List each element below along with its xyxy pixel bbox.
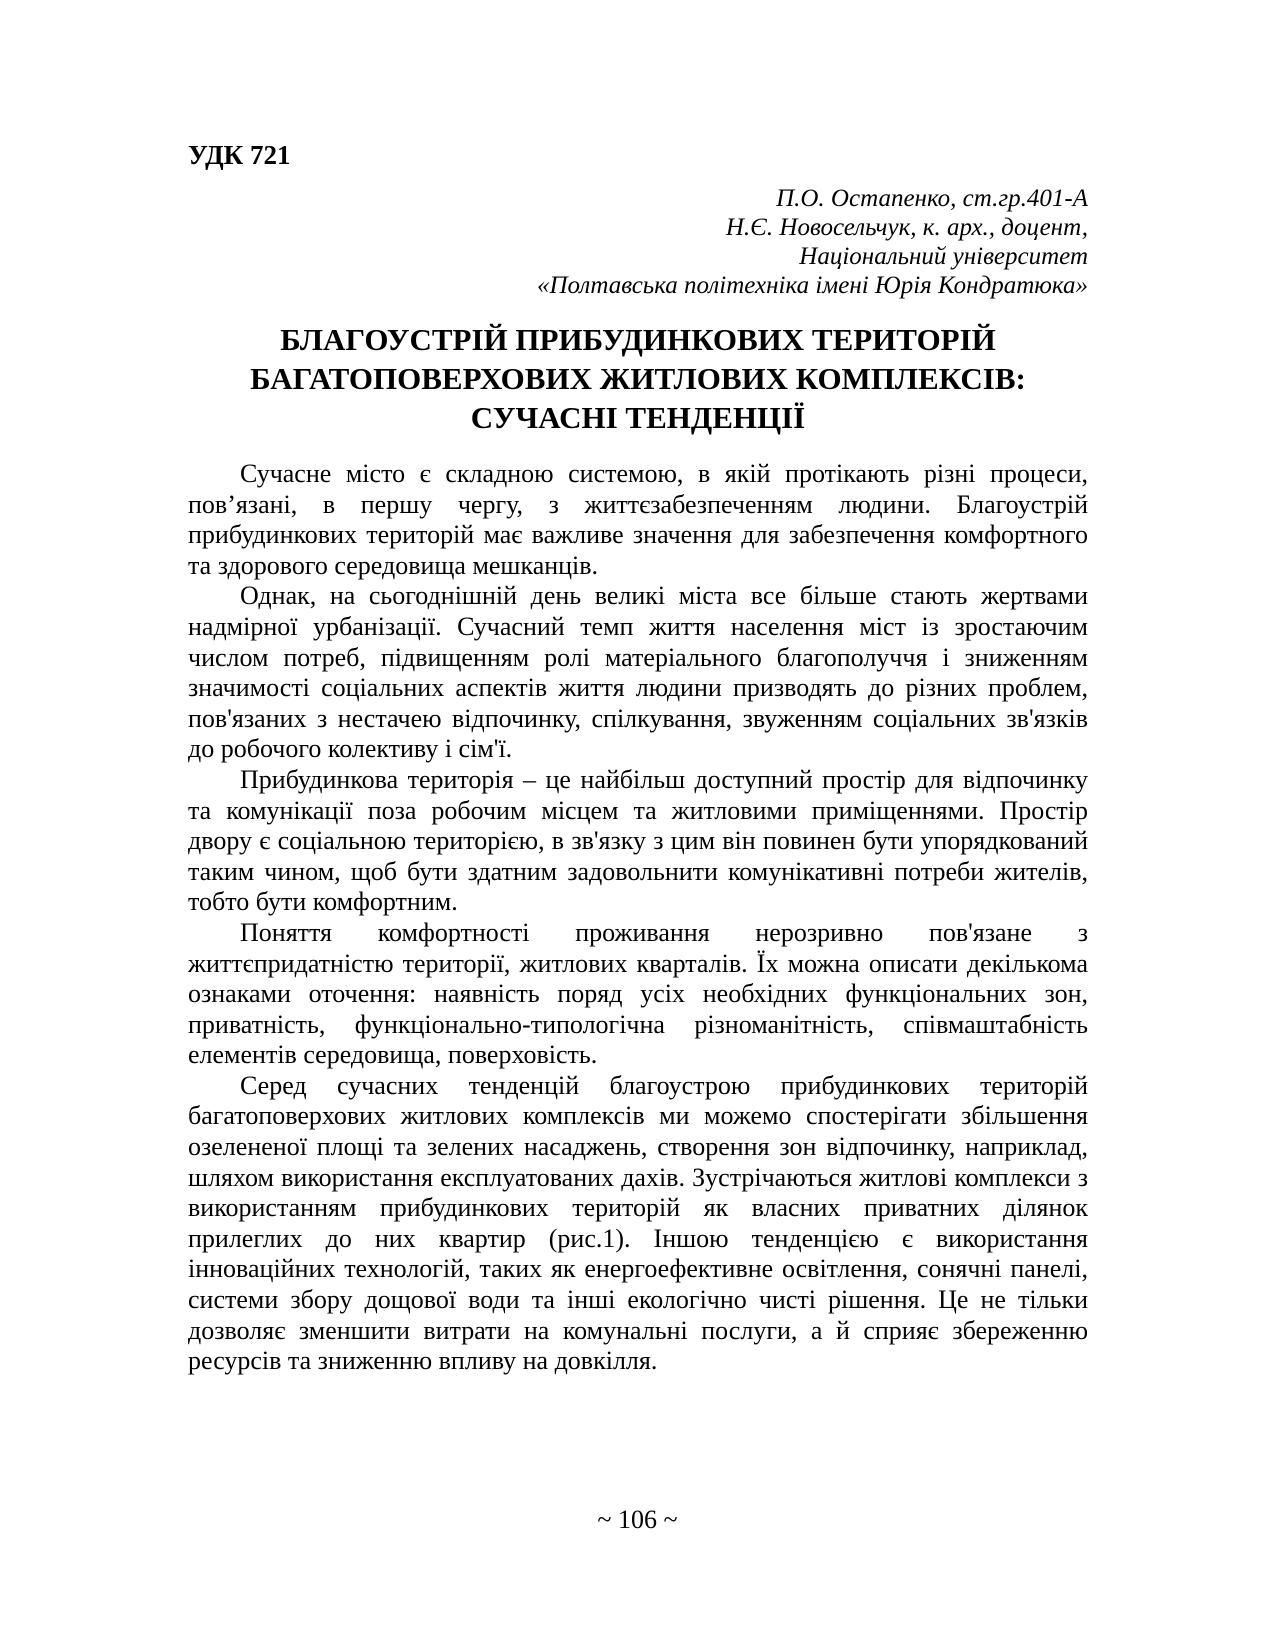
paragraph-3: Прибудинкова територія – це найбільш доступний простір для відпочинку та комунікації поза робочим місцем та житловими приміщеннями. Простір двору є соціальною територією, в зв'язку з цим він повинен бути упорядкований таким чином, щоб бути здатним задовольнити комунікативні потреби жителів, тобто бути комфортним. — [188, 764, 1088, 917]
paragraph-4: Поняття комфортності проживання нерозривно пов'язане з життєпридатністю території, житлових кварталів. Їх можна описати декількома ознаками оточення: наявність поряд усіх необхідних функціональних зон, приватність, функціонально-типологічна різноманітність, співмаштабність елементів середовища, поверховість. — [188, 917, 1088, 1070]
article-title-line-3: СУЧАСНІ ТЕНДЕНЦІЇ — [470, 400, 806, 435]
page-number: ~ 106 ~ — [597, 1505, 678, 1534]
author-line-3: Національний університет — [799, 243, 1088, 270]
author-line-4: «Полтавська політехніка імені Юрія Кондратюка» — [537, 272, 1088, 299]
page-content — [188, 140, 1088, 1377]
article-title-line-2: БАГАТОПОВЕРХОВИХ ЖИТЛОВИХ КОМПЛЕКСІВ: — [250, 361, 1026, 396]
paragraph-1: Сучасне місто є складною системою, в якій протікають різні процеси, пов’язані, в першу чергу, з життєзабезпеченням людини. Благоустрій прибудинкових територій має важливе значення для забезпечення комфортного та здорового середовища мешканців. — [188, 459, 1088, 580]
paragraph-5: Серед сучасних тенденцій благоустрою прибудинкових територій багатоповерхових житлових комплексів ми можемо спостерігати збільшення озелененої площі та зелених насаджень, створення зон відпочинку, наприклад, шляхом використання експлуатованих дахів. Зустрічаються житлові комплекси з використанням прибудинкових територій як власних приватних ділянок прилеглих до них квартир (рис.1). Іншою тенденцією є використання інноваційних технологій, таких як енергоефективне освітлення, сонячні панелі, системи збору дощової води та інші екологічно чисті рішення. Це не тільки дозволяє зменшити витрати на комунальні послуги, а й сприяє збереженню ресурсів та зниженню впливу на довкілля. — [188, 1070, 1088, 1376]
article-title-line-1: БЛАГОУСТРІЙ ПРИБУДИНКОВИХ ТЕРИТОРІЙ — [280, 322, 996, 357]
author-block — [188, 184, 1088, 300]
udc-code: УДК 721 — [188, 140, 291, 170]
article-body — [188, 459, 1088, 1377]
article-title — [188, 320, 1088, 437]
author-line-1: П.О. Остапенко, ст.гр.401-А — [776, 185, 1088, 212]
paragraph-2: Однак, на сьогоднішній день великі міста все більше стають жертвами надмірної урбанізації. Сучасний темп життя населення міст із зростаючим числом потреб, підвищенням ролі матеріального благополуччя і зниженням значимості соціальних аспектів життя людини призводять до різних проблем, пов'язаних з нестачею відпочинку, спілкування, звуженням соціальних зв'язків до робочого колективу і сім'ї. — [188, 581, 1088, 764]
author-line-2: Н.Є. Новосельчук, к. арх., доцент, — [725, 214, 1088, 241]
